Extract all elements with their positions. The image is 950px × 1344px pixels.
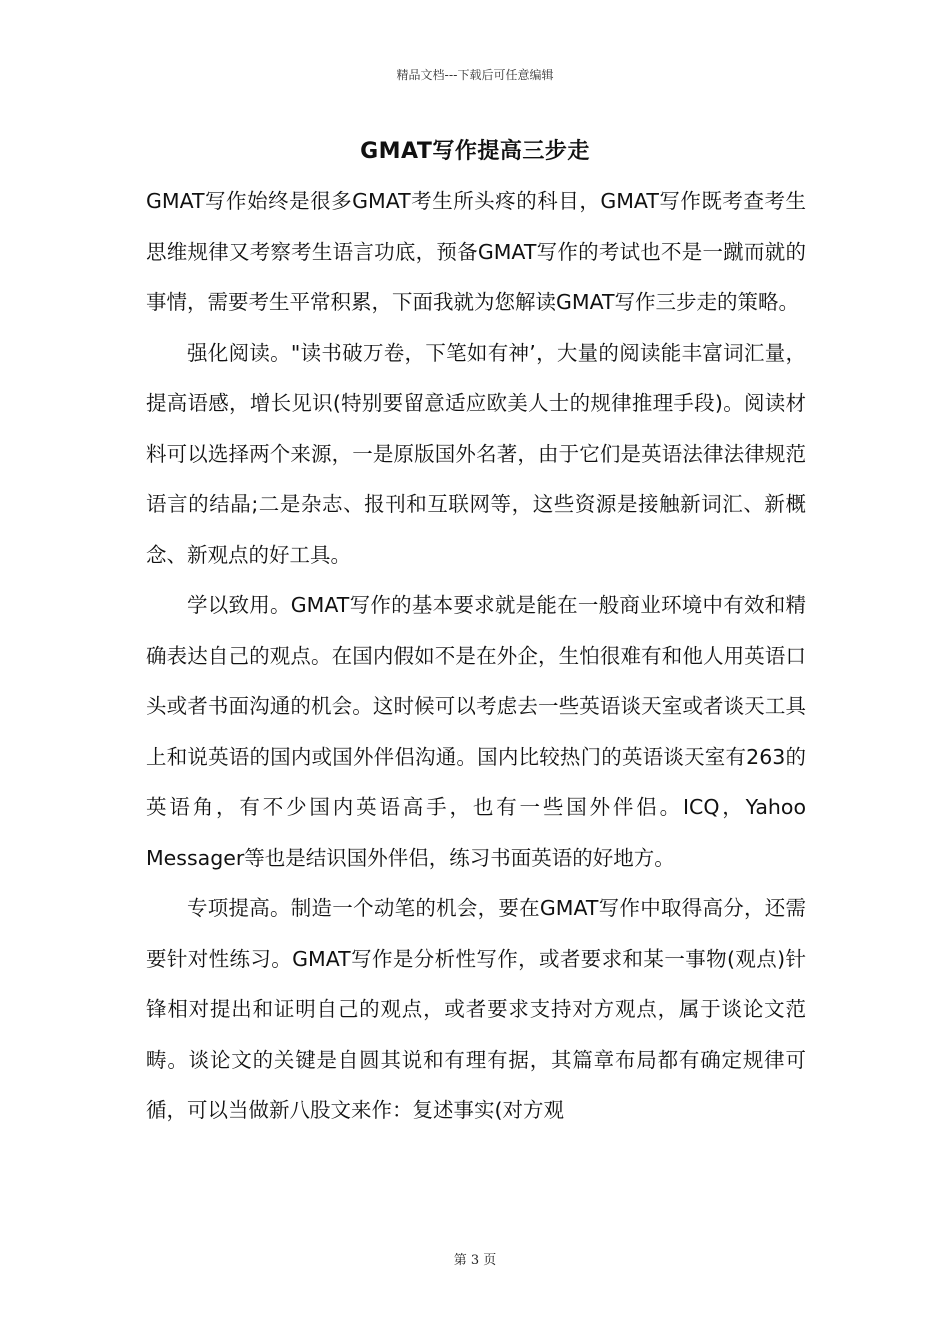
paragraph-improvement: 专项提高。制造一个动笔的机会，要在GMAT写作中取得高分，还需要针对性练习。GMAT写作是分析性写作，或者要求和某一事物(观点)针锋相对提出和证明自己的观点，或者要求支持对方观点，属于谈论文范畴。谈论文的关键是自圆其说和有理有据，其篇章布局都有确定规律可循，可以当做新八股文来作：复述事实(对方观 <box>146 896 806 1122</box>
page-number: 第 3 页 <box>453 1253 497 1268</box>
paragraph-reading: 强化阅读。"读书破万卷，下笔如有神’，大量的阅读能丰富词汇量，提高语感，增长见识(特别要留意适应欧美人士的规律推理手段)。阅读材料可以选择两个来源，一是原版国外名著，由于它们是英语法律法律规范语言的结晶;二是杂志、报刊和互联网等，这些资源是接触新词汇、新概念、新观点的好工具。 <box>146 340 806 567</box>
paragraph-intro: GMAT写作始终是很多GMAT考生所头疼的科目，GMAT写作既考查考生思维规律又考察考生语言功底，预备GMAT写作的考试也不是一蹴而就的事情，需要考生平常积累，下面我就为您解读GMAT写作三步走的策略。 <box>146 189 806 314</box>
paragraph-practice: 学以致用。GMAT写作的基本要求就是能在一般商业环境中有效和精确表达自己的观点。在国内假如不是在外企，生怕很难有和他人用英语口头或者书面沟通的机会。这时候可以考虑去一些英语谈天室或者谈天工具上和说英语的国内或国外伴侣沟通。国内比较热门的英语谈天室有263的英语角，有不少国内英语高手，也有一些国外伴侣。ICQ，Yahoo Messager等也是结识国外伴侣，练习书面英语的好地方。 <box>146 593 806 870</box>
page-header: 精品文档---下载后可任意编辑 <box>396 68 554 82</box>
document-title: GMAT写作提高三步走 <box>360 139 590 164</box>
document-body <box>146 176 806 1136</box>
